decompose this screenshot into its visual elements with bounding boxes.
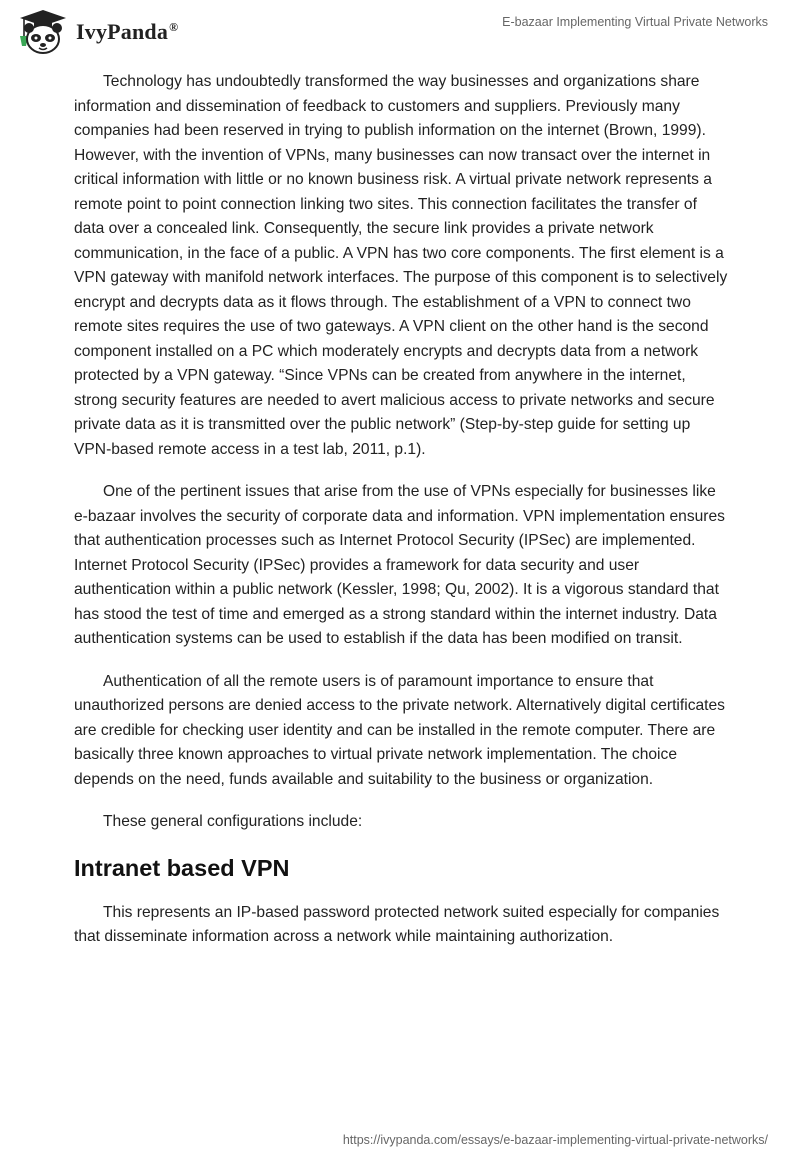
paragraph-1: Technology has undoubtedly transformed the way businesses and organizations share information and dissemination of feedback to customers and suppliers. Previously many companies had been reserved in trying to publish information on the internet (Brown, 1999). However, with the invention of VPNs, many businesses can now transact over the internet in critical information with little or no known business risk. A virtual private network represents a remote point to point connection linking two sites. This connection facilitates the transfer of data over a concealed link. Consequently, the secure link provides a private network communication, in the face of a public. A VPN has two core components. The first element is a VPN gateway with manifold network interfaces. The purpose of this component is to selectively encrypt and decrypts data as it flows through. The establishment of a VPN to connect two remote sites requires the use of two gateways. A VPN client on the other hand is the second component installed on a PC which moderately encrypts and decrypts data from a network protected by a VPN gateway. “Since VPNs can be created from anywhere in the internet, strong security features are needed to avert malicious access to private networks and secure private data as it is transmitted over the public network” (Step-by-step guide for setting up VPN-based remote access in a test lab, 2011, p.1). <box>74 73 728 458</box>
trademark-symbol: ® <box>169 19 179 34</box>
document-running-title: E-bazaar Implementing Virtual Private Networks <box>502 15 768 29</box>
section-heading: Intranet based VPN <box>74 854 290 881</box>
brand-name: IvyPanda® <box>76 19 179 44</box>
ivypanda-logo[interactable] <box>14 8 178 56</box>
page-header <box>0 0 800 60</box>
source-url[interactable]: https://ivypanda.com/essays/e-bazaar-implementing-virtual-private-networks/ <box>342 1133 768 1147</box>
paragraph-2: One of the pertinent issues that arise from the use of VPNs especially for businesses like e-bazaar involves the security of corporate data and information. VPN implementation ensures that authentication processes such as Internet Protocol Security (IPSec) are implemented. Internet Protocol Security (IPSec) provides a framework for data security and user authentication within a public network (Kessler, 1998; Qu, 2002). It is a vigorous standard that has stood the test of time and emerged as a strong standard within the internet industry. Data authentication systems can be used to establish if the data has been modified on transit. <box>74 483 725 647</box>
paragraph-4: These general configurations include: <box>103 813 363 830</box>
panda-graduate-icon <box>14 8 72 56</box>
essay-body <box>74 70 729 968</box>
paragraph-3: Authentication of all the remote users is of paramount importance to ensure that unauthorized persons are denied access to the private network. Alternatively digital certificates are credible for checking user identity and can be installed in the remote computer. There are basically three known approaches to virtual private network implementation. The choice depends on the need, funds available and suitability to the business or organization. <box>74 672 725 788</box>
paragraph-5: This represents an IP-based password protected network suited especially for companies that disseminate information across a network while maintaining authorization. <box>74 903 720 945</box>
